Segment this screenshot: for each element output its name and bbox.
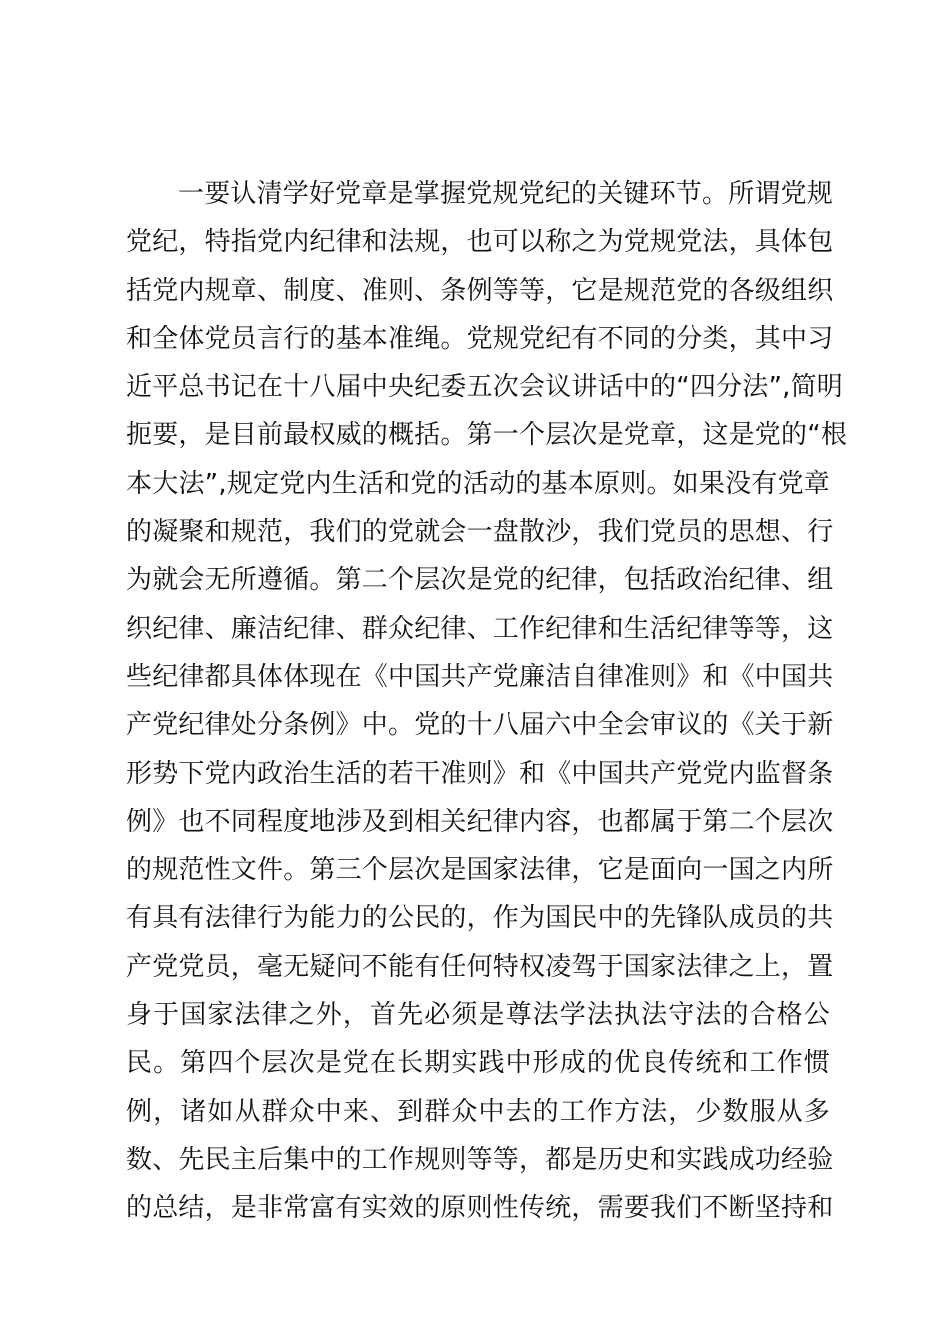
paragraph-line-15: 的规范性文件。第三个层次是国家法律，它是面向一国之内所 xyxy=(126,855,834,886)
paragraph-line-4: 和全体党员言行的基本准绳。党规党纪有不同的分类，其中习 xyxy=(126,323,834,354)
paragraph-line-18: 身于国家法律之外，首先必须是尊法学法执法守法的合格公 xyxy=(126,1000,830,1031)
paragraph-line-10: 织纪律、廉洁纪律、群众纪律、工作纪律和生活纪律等等，这 xyxy=(126,613,834,644)
paragraph-line-2: 党纪，特指党内纪律和法规，也可以称之为党规党法，具体包 xyxy=(126,227,834,258)
paragraph-line-7: 本大法”,规定党内生活和党的活动的基本原则。如果没有党章 xyxy=(126,468,830,499)
paragraph-line-8: 的凝聚和规范，我们的党就会一盘散沙，我们党员的思想、行 xyxy=(126,517,834,548)
paragraph-line-3: 括党内规章、制度、准则、条例等等，它是规范党的各级组织 xyxy=(126,275,834,306)
paragraph-line-20: 例，诸如从群众中来、到群众中去的工作方法，少数服从多 xyxy=(126,1096,830,1127)
paragraph-line-6: 扼要，是目前最权威的概括。第一个层次是党章，这是党的“根 xyxy=(126,420,848,451)
paragraph-line-5: 近平总书记在十八届中央纪委五次会议讲话中的“四分法”,简明 xyxy=(126,372,844,403)
paragraph-line-17: 产党党员，毫无疑问不能有任何特权凌驾于国家法律之上，置 xyxy=(126,951,834,982)
paragraph-line-21: 数、先民主后集中的工作规则等等，都是历史和实践成功经验 xyxy=(126,1144,834,1175)
paragraph-line-22: 的总结，是非常富有实效的原则性传统，需要我们不断坚持和 xyxy=(126,1193,834,1224)
paragraph-line-16: 有具有法律行为能力的公民的，作为国民中的先锋队成员的共 xyxy=(126,903,834,934)
paragraph-line-14: 例》也不同程度地涉及到相关纪律内容，也都属于第二个层次 xyxy=(126,806,834,837)
paragraph-line-1: 一要认清学好党章是掌握党规党纪的关键环节。所谓党规 xyxy=(178,179,834,209)
paragraph-line-13: 形势下党内政治生活的若干准则》和《中国共产党党内监督条 xyxy=(126,758,834,789)
paragraph-line-11: 些纪律都具体体现在《中国共产党廉洁自律准则》和《中国共 xyxy=(126,661,834,692)
body-paragraph xyxy=(126,170,848,1233)
paragraph-line-12: 产党纪律处分条例》中。党的十八届六中全会审议的《关于新 xyxy=(126,710,834,741)
paragraph-line-9: 为就会无所遵循。第二个层次是党的纪律，包括政治纪律、组 xyxy=(126,565,834,596)
paragraph-line-19: 民。第四个层次是党在长期实践中形成的优良传统和工作惯 xyxy=(126,1048,830,1079)
